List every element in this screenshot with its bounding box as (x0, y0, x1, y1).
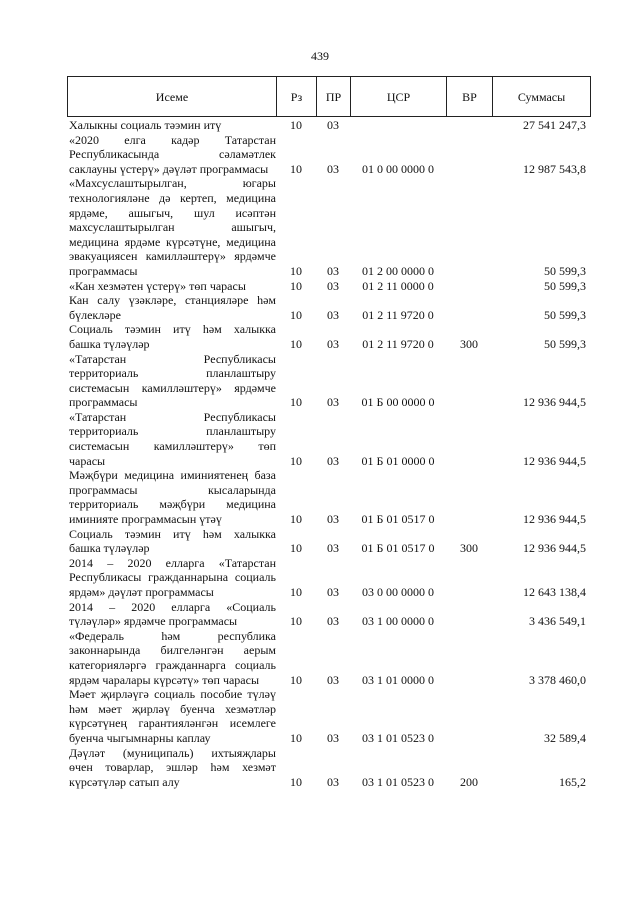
table-row (67, 176, 590, 278)
row-name (67, 133, 276, 177)
table-row (67, 133, 590, 177)
row-name-line: «Татарстан Республикасы (69, 351, 276, 366)
row-name-line: Мәҗбүри медицина иминиятенең база (69, 468, 276, 483)
row-name-line: башка түләүләр (69, 336, 150, 351)
row-name-line: эвакуациясен камилләштерү» ярдәмче (69, 249, 276, 264)
row-rz: 10 (290, 585, 302, 599)
row-name-line: категорияләргә гражданнарга социаль (69, 657, 276, 672)
row-pr: 03 (327, 161, 339, 176)
row-sum: 165,2 (559, 774, 586, 789)
row-name-line: өчен товарлар, эшләр һәм хезмәт (69, 760, 276, 775)
row-csr: 01 2 11 9720 0 (362, 336, 434, 351)
row-name-line: Халыкны социаль тәэмин итү (69, 118, 222, 132)
row-rz: 10 (290, 263, 302, 278)
row-name-line: Республикасында сәламәтлек (69, 147, 276, 162)
header-rz: Рз (277, 77, 317, 117)
row-name-line: бүлекләре (69, 307, 121, 322)
row-name-line: «Татарстан Республикасы (69, 409, 276, 424)
table-header (67, 76, 591, 117)
row-pr: 03 (327, 730, 339, 745)
row-name-line: буенча чыгымнарны каплау (69, 730, 211, 745)
row-name (67, 600, 276, 629)
table-row (67, 600, 590, 629)
row-csr: 03 1 01 0523 0 (362, 774, 434, 789)
row-name-line: программасы (69, 395, 138, 410)
table-row (67, 279, 590, 294)
row-pr: 03 (327, 614, 339, 629)
row-sum: 12 643 138,4 (523, 585, 586, 599)
row-name-line: һәм мәет җирләү буенча хезмәтләр (69, 701, 276, 716)
row-rz: 10 (290, 541, 302, 556)
row-name-line: технологияләне дә кертеп, медицина (69, 190, 276, 205)
row-name-line: территориаль планлаштыру (69, 424, 276, 439)
table-body (67, 118, 590, 789)
row-rz: 10 (290, 672, 302, 687)
row-pr: 03 (327, 278, 339, 293)
row-name-line: ярдәме, ашыгыч, шул исәптән (69, 205, 276, 220)
row-sum: 12 987 543,8 (523, 161, 586, 176)
table-row (67, 556, 590, 600)
header-vr: ВР (447, 77, 493, 117)
row-rz: 10 (290, 118, 302, 132)
row-name-line: саклауны үстерү» дәүләт программасы (69, 161, 269, 176)
row-rz: 10 (290, 774, 302, 789)
row-pr: 03 (327, 263, 339, 278)
row-vr: 200 (460, 774, 478, 789)
row-pr: 03 (327, 307, 339, 322)
header-sum: Суммасы (493, 77, 591, 117)
row-name-line: программасы (69, 263, 138, 278)
row-rz: 10 (290, 614, 302, 629)
row-name (67, 279, 276, 294)
row-csr: 03 0 00 0000 0 (362, 585, 434, 599)
row-name-line: законнарында билгеләнгән аерым (69, 643, 276, 658)
row-pr: 03 (327, 541, 339, 556)
row-sum: 12 936 944,5 (523, 541, 586, 556)
table-row (67, 629, 590, 687)
row-name-line: күрсәтүләр сатып алу (69, 774, 180, 789)
row-rz: 10 (290, 278, 302, 293)
row-name-line: Дәүләт (муниципаль) ихтыяҗлары (69, 745, 276, 760)
row-sum: 12 936 944,5 (523, 512, 586, 527)
row-rz: 10 (290, 730, 302, 745)
row-name-line: Республикасы гражданнарына социаль (69, 570, 276, 585)
table-row (67, 410, 590, 468)
row-sum: 27 541 247,3 (523, 118, 586, 132)
row-pr: 03 (327, 512, 339, 527)
row-csr: 01 Б 01 0000 0 (361, 453, 435, 468)
row-name-line: түләүләр» ярдәмче программасы (69, 614, 238, 629)
row-sum: 50 599,3 (544, 307, 586, 322)
row-name-line: күрсәтүнең гарантияләнгән исемлеге (69, 716, 276, 731)
row-name (67, 293, 276, 322)
row-name-line: башка түләүләр (69, 541, 150, 556)
table-row (67, 687, 590, 745)
row-name-line: системасын камилләштерү» төп (69, 439, 276, 454)
row-name-line: «2020 елга кадәр Татарстан (69, 132, 276, 147)
row-csr: 01 2 11 9720 0 (362, 307, 434, 322)
row-name (67, 352, 276, 410)
row-name-line: «Федераль һәм республика (69, 628, 276, 643)
row-pr: 03 (327, 672, 339, 687)
row-pr: 03 (327, 118, 339, 132)
row-rz: 10 (290, 453, 302, 468)
table-row (67, 322, 590, 351)
row-name-line: иминияте программасын үтәү (69, 512, 222, 527)
row-sum: 50 599,3 (544, 336, 586, 351)
row-name-line: ярдәм» дәүләт программасы (69, 585, 214, 599)
row-pr: 03 (327, 774, 339, 789)
row-name-line: Мәет җирләүгә социаль пособие түләү (69, 687, 276, 702)
row-csr: 01 2 00 0000 0 (362, 263, 434, 278)
row-name-line: 2014 – 2020 елларга «Татарстан (69, 555, 276, 570)
row-name (67, 118, 276, 133)
row-name-line: медицина ярдәме күрсәтүне, медицина (69, 234, 276, 249)
table-row (67, 527, 590, 556)
row-csr: 01 Б 01 0517 0 (361, 541, 435, 556)
row-rz: 10 (290, 307, 302, 322)
row-name (67, 322, 276, 351)
row-pr: 03 (327, 453, 339, 468)
row-pr: 03 (327, 585, 339, 599)
row-name-line: территориаль планлаштыру (69, 366, 276, 381)
row-name-line: махсуслаштырылган ашыгыч, (69, 220, 276, 235)
row-name-line: системасын камилләштерү» ярдәмче (69, 380, 276, 395)
row-name-line: ярдәм чаралары күрсәтү» төп чарасы (69, 672, 260, 687)
row-name-line: Социаль тәэмин итү һәм халыкка (69, 322, 276, 337)
row-name-line: «Махсуслаштырылган, югары (69, 176, 276, 191)
row-name-line: территориаль мәҗбүри медицина (69, 497, 276, 512)
row-pr: 03 (327, 395, 339, 410)
row-name-line: чарасы (69, 453, 106, 468)
row-csr: 03 1 00 0000 0 (362, 614, 434, 629)
row-rz: 10 (290, 395, 302, 410)
row-sum: 50 599,3 (544, 278, 586, 293)
row-name (67, 687, 276, 745)
row-sum: 12 936 944,5 (523, 453, 586, 468)
row-name-line: 2014 – 2020 елларга «Социаль (69, 599, 276, 614)
row-rz: 10 (290, 512, 302, 527)
row-vr: 300 (460, 541, 478, 556)
row-csr: 01 Б 00 0000 0 (361, 395, 435, 410)
row-name (67, 556, 276, 600)
row-name (67, 629, 276, 687)
row-name (67, 468, 276, 526)
table-row (67, 293, 590, 322)
row-sum: 32 589,4 (544, 730, 586, 745)
header-pr: ПР (317, 77, 351, 117)
row-name (67, 410, 276, 468)
row-name (67, 746, 276, 790)
row-csr: 03 1 01 0523 0 (362, 730, 434, 745)
row-sum: 3 378 460,0 (529, 672, 586, 687)
row-name-line: программасы кысаларында (69, 482, 276, 497)
header-name: Исеме (68, 77, 277, 117)
table-row (67, 468, 590, 526)
row-csr: 01 2 11 0000 0 (362, 278, 434, 293)
row-rz: 10 (290, 336, 302, 351)
row-name (67, 176, 276, 278)
row-rz: 10 (290, 161, 302, 176)
row-pr: 03 (327, 336, 339, 351)
row-sum: 50 599,3 (544, 263, 586, 278)
row-name-line: «Кан хезмәтен үстерү» төп чарасы (69, 278, 246, 293)
row-vr: 300 (460, 336, 478, 351)
row-sum: 3 436 549,1 (529, 614, 586, 629)
row-name (67, 527, 276, 556)
table-row (67, 746, 590, 790)
row-sum: 12 936 944,5 (523, 395, 586, 410)
row-name-line: Кан салу үзәкләре, станцияләре һәм (69, 293, 276, 308)
page-number: 439 (311, 49, 329, 63)
row-csr: 03 1 01 0000 0 (362, 672, 434, 687)
table-row (67, 352, 590, 410)
row-csr: 01 Б 01 0517 0 (361, 512, 435, 527)
row-csr: 01 0 00 0000 0 (362, 161, 434, 176)
table-row (67, 118, 590, 133)
header-csr: ЦСР (351, 77, 447, 117)
row-name-line: Социаль тәэмин итү һәм халыкка (69, 526, 276, 541)
